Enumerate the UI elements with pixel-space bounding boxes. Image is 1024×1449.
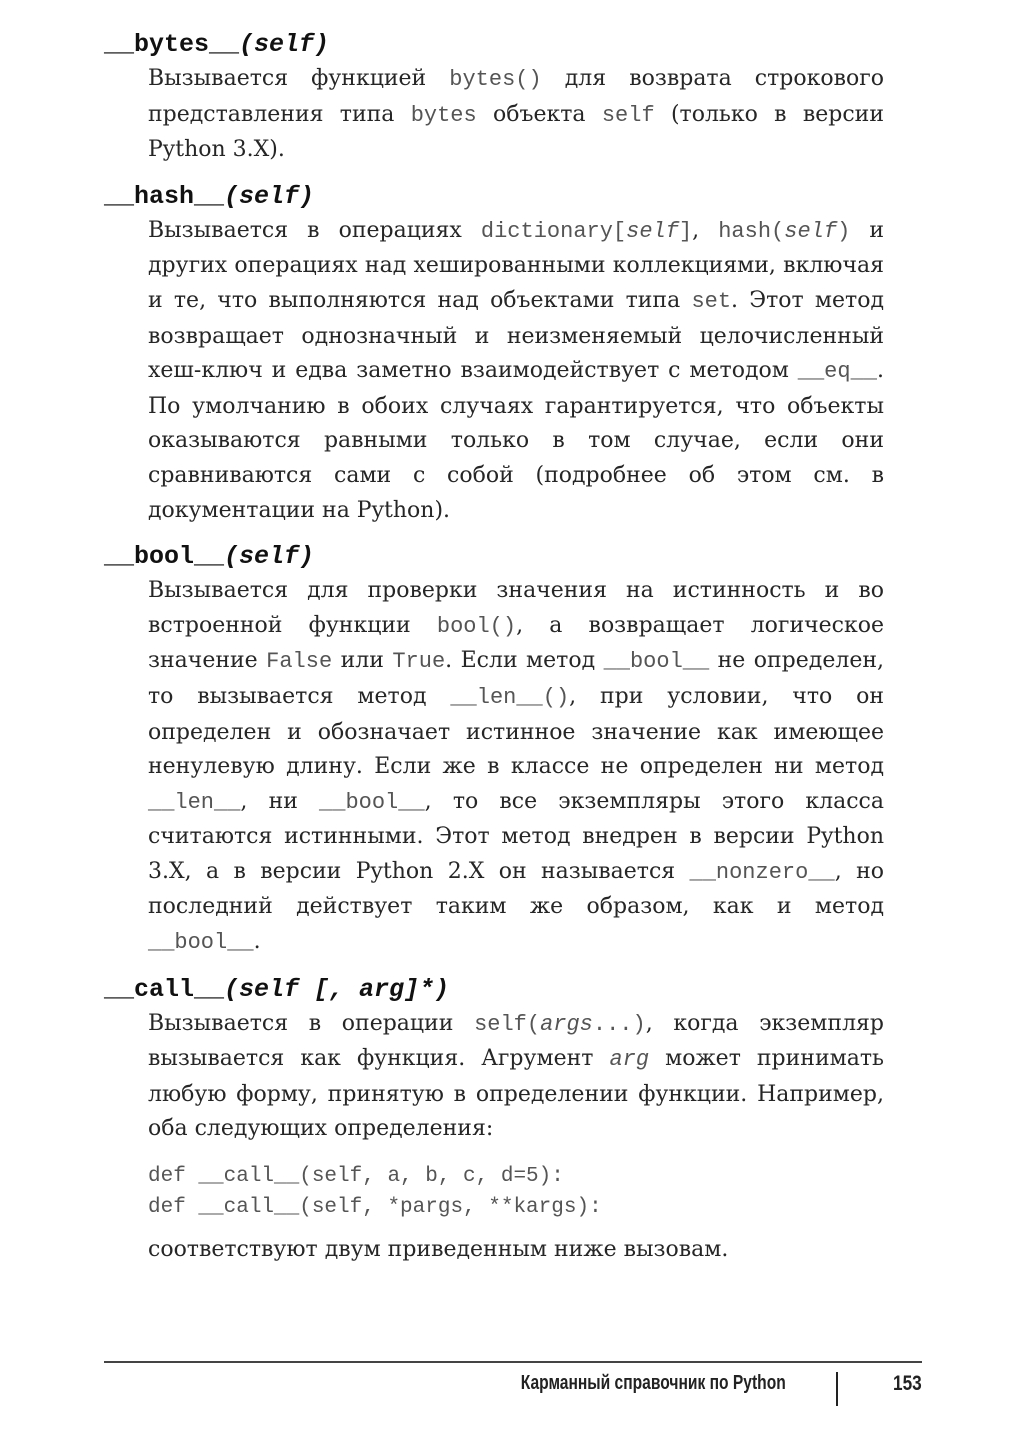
method-bool (104, 540, 884, 961)
code-line: def __call__(self, *pargs, **kargs): (148, 1196, 602, 1220)
method-args: (self) (224, 542, 315, 572)
method-name: __bool__ (104, 542, 225, 572)
method-description (148, 214, 884, 528)
code-line: def __call__(self, a, b, c, d=5): (148, 1165, 564, 1189)
method-description (148, 1007, 884, 1268)
code-block (148, 1161, 884, 1223)
method-args: (self [, arg]*) (224, 974, 450, 1004)
method-signature (104, 28, 884, 62)
description-text-after: соответствуют двум приведенным ниже вызовам. (148, 1237, 729, 1263)
method-signature (104, 180, 884, 214)
page-number: 153 (893, 1372, 922, 1395)
method-signature (104, 973, 884, 1007)
method-bytes (104, 28, 884, 168)
method-name: __call__ (104, 974, 225, 1004)
method-args: (self) (224, 181, 315, 211)
description-text: Вызывается для проверки значения на истинность и во встроенной функции bool(), а возвращает логическое значение False или True. Если метод __bool__ не определен, то вызывается метод __len__(), при условии, что он определен и обозначает истинное значение как имеющее ненулевую длину. Если же в классе не определен ни метод __len__, ни __bool__, то все экземпляры этого класса считаются истинными. Этот метод внедрен в версии Python 3.X, а в версии Python 2.X он называется __nonzero__, но последний действует таким же образом, как и метод __bool__. (148, 578, 885, 956)
method-description (148, 574, 884, 961)
description-text: Вызывается в операциях dictionary[self], hash(self) и других операциях над хешированными коллекциями, включая и те, что выполняются над объектами типа set. Этот метод возвращает однозначный и неизменяемый целочисленный хеш-ключ и едва заметно взаимодействует с методом __eq__. По умолчанию в обоих случаях гарантируется, что объекты оказываются равными только в том случае, если они сравниваются сами с собой (подробнее об этом см. в документации на Python). (148, 217, 884, 523)
method-name: __hash__ (104, 181, 225, 211)
page-content (104, 28, 884, 1280)
method-args: (self) (239, 30, 330, 59)
description-text: Вызывается функцией bytes() для возврата строкового представления типа bytes объекта self (только в версии Python 3.X). (148, 66, 884, 163)
method-call (104, 973, 884, 1268)
method-description (148, 62, 884, 168)
footer-separator (836, 1372, 838, 1406)
footer-rule (104, 1361, 922, 1363)
method-signature (104, 540, 884, 574)
method-hash (104, 180, 884, 528)
description-text: Вызывается в операции self(args...), когда экземпляр вызывается как функция. Агрумент arg может принимать любую форму, принятую в определении функции. Например, оба следующих определения: (148, 1010, 885, 1142)
method-name: __bytes__ (104, 30, 240, 59)
footer-book-title: Карманный справочник по Python (520, 1372, 786, 1394)
